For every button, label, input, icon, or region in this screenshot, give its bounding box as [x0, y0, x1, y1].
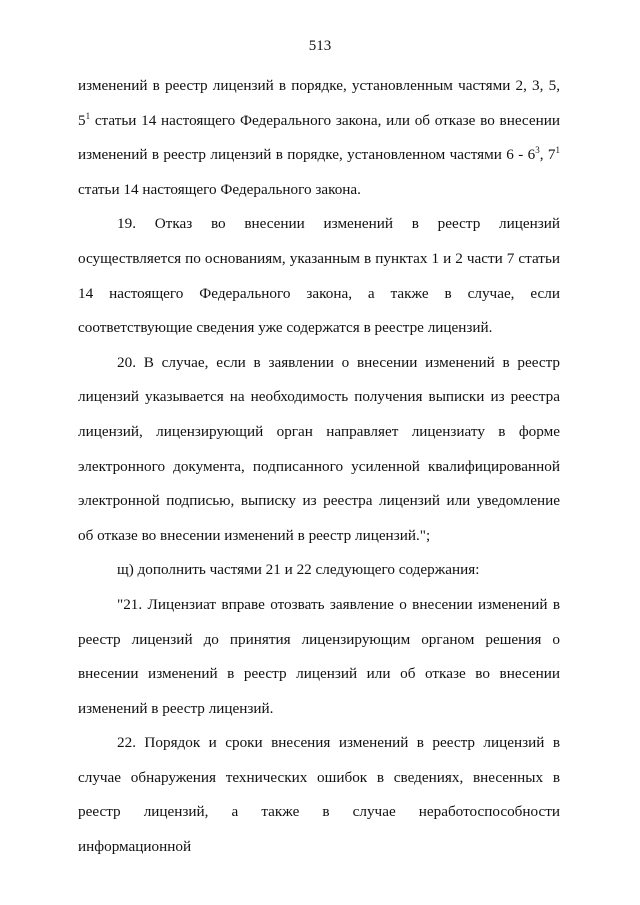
text-run: изменений в реестр лицензий в порядке, установленным частями 2, 3, 5, 5: [78, 77, 560, 129]
superscript-number: 3: [535, 145, 540, 156]
text-run: "21. Лицензиат вправе отозвать заявление о внесении изменений в реестр лицензий до принятия лицензирующим органом решения о внесении изменений в реестр лицензий или об отказе во внесении изменений в реестр лицензий.: [78, 595, 560, 717]
text-run: 19. Отказ во внесении изменений в реестр лицензий осуществляется по основаниям, указанным в пунктах 1 и 2 части 7 статьи 14 настоящего Федерального закона, а также в случае, если соответствующие сведения уже содержатся в реестре лицензий.: [78, 215, 560, 337]
text-run: статьи 14 настоящего Федерального закона.: [78, 180, 361, 198]
paragraph-item-21: [78, 588, 560, 726]
paragraph-item-19: [78, 207, 560, 345]
page-number: 513: [308, 38, 332, 54]
text-run: 22. Порядок и сроки внесения изменений в реестр лицензий в случае обнаружения технических ошибок в сведениях, внесенных в реестр лицензий, а также в случае неработоспособности информационной: [78, 734, 560, 856]
paragraph-item-22: [78, 726, 560, 864]
paragraph-item-20: [78, 346, 560, 554]
superscript-number: 1: [555, 145, 561, 156]
text-run: , 7: [539, 146, 556, 164]
text-run: статьи 14 настоящего Федерального закона, или об отказе во внесении изменений в реестр лицензий в порядке, установленном частями 6 - 6: [78, 111, 560, 164]
document-body: [78, 69, 560, 865]
paragraph-continuation: [78, 69, 560, 207]
text-run: щ) дополнить частями 21 и 22 следующего содержания:: [117, 561, 480, 579]
paragraph-subitem-shch: [78, 553, 560, 588]
text-run: 20. В случае, если в заявлении о внесении изменений в реестр лицензий указывается на необходимость получения выписки из реестра лицензий, лицензирующий орган направляет лицензиату в форме электронного документа, подписанного усиленной квалифицированной электронной подписью, выписку из реестра лицензий или уведомление об отказе во внесении изменений в реестр лицензий.";: [78, 353, 560, 544]
superscript-number: 1: [85, 110, 91, 121]
